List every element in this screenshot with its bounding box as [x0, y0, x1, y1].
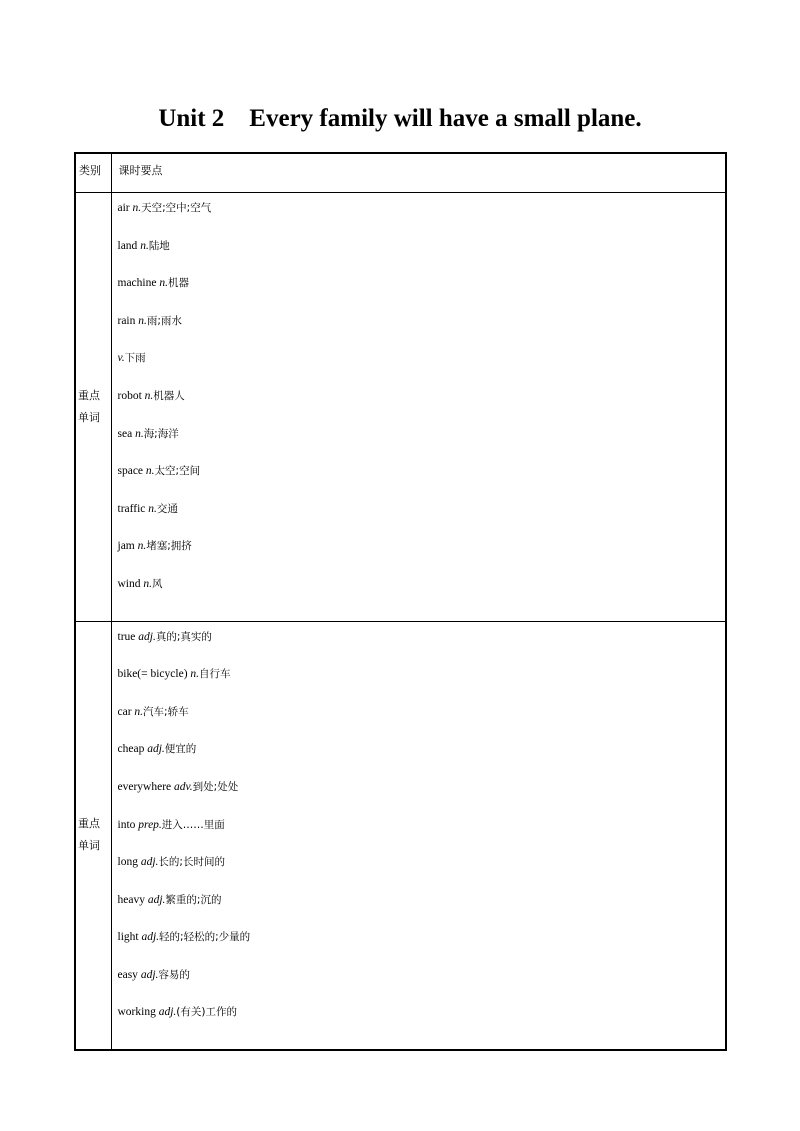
list-item	[118, 1001, 726, 1039]
category-cell	[75, 621, 111, 1050]
list-item	[118, 235, 726, 273]
table-row	[75, 193, 726, 622]
part-of-speech: n.	[132, 202, 142, 214]
word: working	[117, 1006, 159, 1019]
part-of-speech: n.	[134, 705, 144, 718]
meaning: (有关)工作的	[176, 1006, 237, 1019]
part-of-speech: adj.	[147, 743, 165, 756]
list-item	[118, 272, 726, 310]
meaning: 繁重的;沉的	[165, 893, 222, 906]
meaning: 便宜的	[164, 743, 197, 756]
part-of-speech: adj.	[158, 1006, 177, 1019]
words-cell	[111, 621, 726, 1050]
word: heavy	[117, 893, 148, 906]
list-item	[118, 701, 726, 739]
word: sea	[117, 427, 136, 440]
list-item	[118, 310, 726, 348]
list-item	[118, 197, 726, 235]
word: rain	[117, 314, 139, 327]
word: jam	[117, 540, 138, 553]
part-of-speech: n.	[190, 668, 200, 681]
list-item	[118, 663, 726, 701]
header-category	[75, 153, 111, 193]
meaning: 机器人	[153, 389, 185, 402]
word-list	[112, 193, 726, 621]
part-of-speech: adj.	[141, 931, 160, 944]
list-item	[118, 926, 726, 964]
list-item	[118, 964, 726, 1002]
list-item	[118, 498, 726, 536]
meaning: 轻的;轻松的;少量的	[159, 931, 251, 944]
word: bike(= bicycle)	[117, 668, 191, 681]
part-of-speech: n.	[137, 540, 147, 553]
list-item	[118, 423, 726, 461]
word: everywhere	[117, 780, 175, 793]
part-of-speech: adj.	[147, 893, 166, 906]
part-of-speech: prep.	[138, 818, 162, 831]
part-of-speech: adv.	[174, 780, 193, 793]
header-key-points-label: 课时要点	[118, 164, 163, 177]
word: space	[117, 465, 146, 478]
list-item	[118, 626, 726, 664]
word: wind	[117, 577, 144, 590]
vocabulary-table	[74, 152, 727, 1051]
meaning: 长的;长时间的	[158, 856, 225, 869]
meaning: 容易的	[158, 968, 190, 981]
meaning: 海;海洋	[143, 427, 179, 440]
list-item	[118, 889, 726, 927]
word: car	[117, 705, 135, 718]
page-title: Unit 2 Every family will have a small plane.	[158, 105, 642, 132]
table-header-row	[75, 153, 726, 193]
meaning: 天空;空中;空气	[141, 202, 212, 214]
part-of-speech: n.	[148, 502, 157, 515]
header-key-points	[111, 153, 726, 193]
part-of-speech: adj.	[140, 856, 159, 869]
header-category-label: 类别	[79, 164, 101, 177]
list-item	[118, 385, 726, 423]
category-label: 重点单词	[78, 817, 100, 853]
table-row	[75, 621, 726, 1050]
word: true	[117, 630, 139, 643]
part-of-speech: n.	[135, 427, 144, 440]
part-of-speech: n.	[145, 465, 155, 478]
meaning: 风	[152, 577, 163, 590]
part-of-speech: adj.	[138, 630, 156, 643]
meaning: 进入……里面	[161, 818, 225, 831]
word-list	[112, 622, 726, 1050]
meaning: 堵塞;拥挤	[146, 540, 192, 553]
part-of-speech: n.	[140, 239, 149, 252]
category-cell	[75, 193, 111, 622]
list-item	[118, 814, 726, 852]
word: cheap	[117, 743, 148, 756]
category-label: 重点单词	[78, 388, 100, 424]
word: air	[117, 202, 133, 214]
list-item	[118, 851, 726, 889]
meaning: 下雨	[124, 352, 146, 365]
meaning: 陆地	[148, 239, 170, 252]
word: land	[117, 239, 141, 252]
part-of-speech: n.	[144, 389, 154, 402]
word: machine	[117, 277, 160, 290]
meaning: 机器	[167, 277, 189, 290]
part-of-speech: n.	[138, 314, 147, 327]
part-of-speech: v.	[117, 352, 125, 365]
word: light	[117, 931, 142, 944]
part-of-speech: n.	[159, 277, 168, 290]
meaning: 汽车;轿车	[143, 705, 189, 718]
word: traffic	[117, 502, 149, 515]
meaning: 交通	[156, 502, 178, 515]
list-item	[118, 573, 726, 611]
list-item	[118, 347, 726, 385]
word: robot	[117, 389, 145, 402]
meaning: 太空;空间	[154, 465, 201, 478]
word: easy	[117, 968, 141, 981]
words-cell	[111, 193, 726, 622]
list-item	[118, 738, 726, 776]
meaning: 雨;雨水	[146, 314, 182, 327]
meaning: 真的;真实的	[155, 630, 212, 643]
word: long	[117, 856, 141, 869]
list-item	[118, 535, 726, 573]
meaning: 自行车	[199, 668, 231, 681]
part-of-speech: n.	[143, 577, 152, 590]
meaning: 到处;处处	[192, 780, 239, 793]
part-of-speech: adj.	[140, 968, 159, 981]
list-item	[118, 460, 726, 498]
list-item	[118, 776, 726, 814]
word: into	[117, 818, 139, 831]
